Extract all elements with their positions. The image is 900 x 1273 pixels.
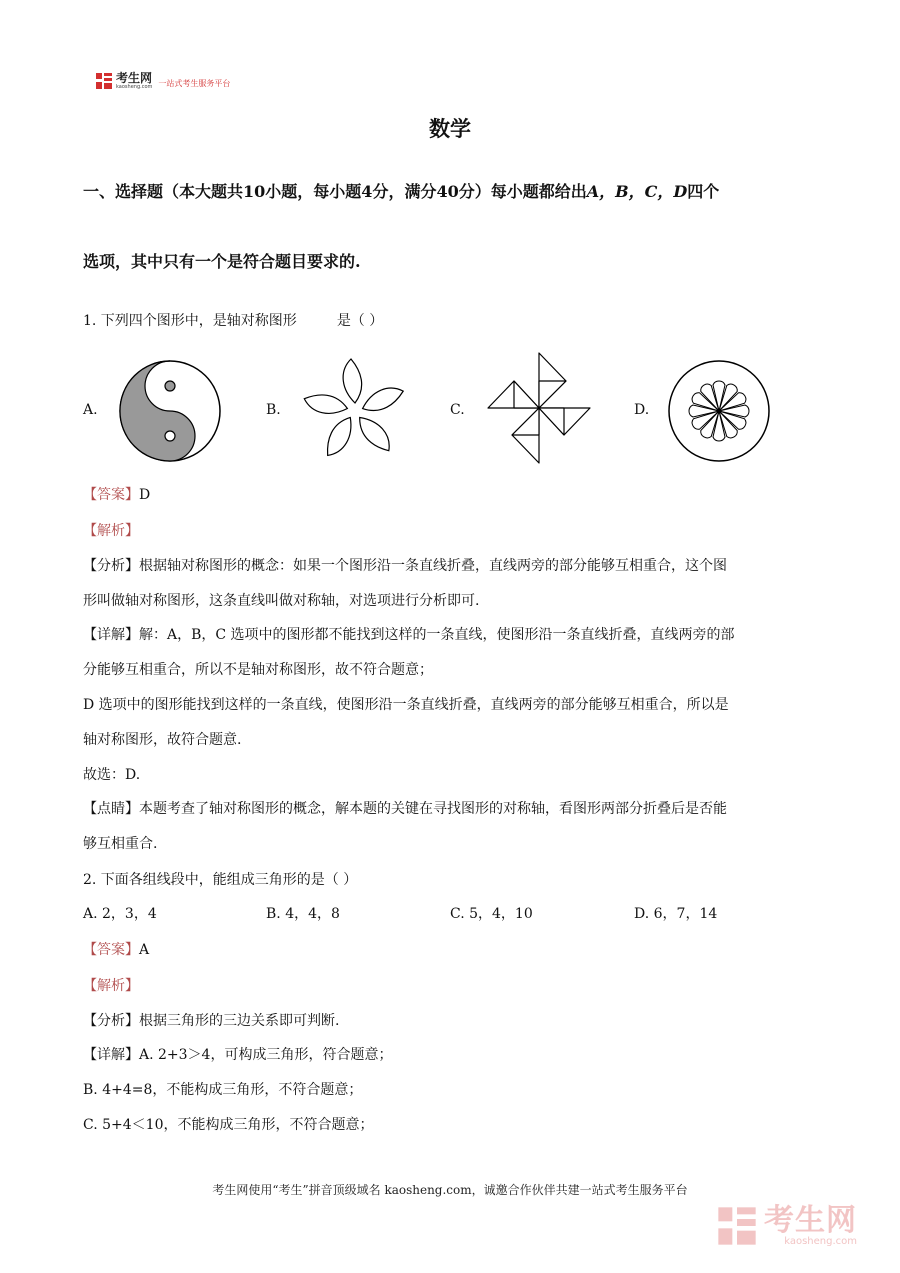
section-text-b: 10 <box>243 182 266 201</box>
kaosheng-logo-icon <box>95 72 113 90</box>
q1-line-0: 【分析】根据轴对称图形的概念：如果一个图形沿一条直线折叠，直线两旁的部分能够互相重合，这个图 <box>83 558 727 574</box>
q1-line-8: 够互相重合. <box>83 836 158 852</box>
q1-analysis-tag: 【解析】 <box>83 523 139 539</box>
q2-line-2: B. 4+4=8，不能构成三角形，不符合题意； <box>83 1082 363 1098</box>
q2-answer-value: A <box>139 942 150 958</box>
figure-a-yin-yang <box>118 359 222 463</box>
section-text-h: A，B，C，D <box>586 182 688 201</box>
figure-b-label: B. <box>266 402 281 418</box>
q1-stem-a: 1. 下列四个图形中，是轴对称图形 <box>83 313 297 329</box>
watermark-domain: kaosheng.com <box>784 1235 857 1247</box>
q1-stem <box>83 310 383 330</box>
section-text-a: 一、选择题（本大题共 <box>83 182 244 201</box>
page-title: 数学 <box>429 116 471 141</box>
q1-line-4: D 选项中的图形能找到这样的一条直线，使图形沿一条直线折叠，直线两旁的部分能够互相重合，所以是 <box>83 697 729 713</box>
q2-stem: 2. 下面各组线段中，能组成三角形的是（ ） <box>83 872 358 888</box>
section-text-f: 40 <box>436 182 459 201</box>
section-text-c: 小题，每小题 <box>265 182 362 201</box>
q1-answer-value: D <box>139 487 151 503</box>
q2-option-a: A. 2，3，4 <box>83 906 157 922</box>
figure-d-flower <box>667 359 771 463</box>
q2-analysis-tag: 【解析】 <box>83 978 139 994</box>
q2-line-1: 【详解】A. 2+3＞4，可构成三角形，符合题意； <box>83 1047 393 1063</box>
section-text-i: 四个 <box>687 182 720 201</box>
figure-a-label: A. <box>83 402 98 418</box>
q1-answer <box>83 484 150 504</box>
section-text-g: 分）每小题都给出 <box>458 182 587 201</box>
figure-b-leaves <box>300 357 410 465</box>
q2-line-3: C. 5+4＜10，不能构成三角形，不符合题意； <box>83 1117 374 1133</box>
q1-stem-b: 是（ ） <box>336 313 384 329</box>
figure-d-label: D. <box>634 402 650 418</box>
q2-option-c: C. 5，4，10 <box>450 906 533 922</box>
q1-line-5: 轴对称图形，故符合题意. <box>83 732 242 748</box>
q1-line-6: 故选：D. <box>83 767 141 783</box>
q1-line-1: 形叫做轴对称图形，这条直线叫做对称轴，对选项进行分析即可. <box>83 593 480 609</box>
q1-line-2: 【详解】解：A，B，C 选项中的图形都不能找到这样的一条直线，使图形沿一条直线折叠，直线两旁的部 <box>83 627 735 643</box>
q2-options <box>0 903 900 923</box>
q1-line-3: 分能够互相重合，所以不是轴对称图形，故不符合题意； <box>83 662 433 678</box>
q2-answer <box>83 939 149 959</box>
figure-c-pinwheel <box>486 351 592 465</box>
header-logo <box>95 72 230 90</box>
watermark-name: 考生网 <box>764 1202 857 1238</box>
section-heading-line2: 选项，其中只有一个是符合题目要求的. <box>83 252 361 271</box>
q1-line-7: 【点睛】本题考查了轴对称图形的概念，解本题的关键在寻找图形的对称轴，看图形两部分折叠后是否能 <box>83 801 727 817</box>
q2-answer-tag: 【答案】 <box>83 942 139 958</box>
section-heading-line1 <box>83 179 719 202</box>
q2-option-d: D. 6，7，14 <box>634 906 718 922</box>
watermark <box>716 1202 857 1247</box>
logo-name: 考生网 <box>116 71 153 85</box>
page-footer: 考生网使用“考生”拼音顶级域名 kaosheng.com，诚邀合作伙伴共建一站式考生服务平台 <box>212 1183 688 1197</box>
section-text-d: 4 <box>361 182 373 201</box>
section-text-e: 分，满分 <box>372 182 437 201</box>
q1-answer-tag: 【答案】 <box>83 487 139 503</box>
q2-line-0: 【分析】根据三角形的三边关系即可判断. <box>83 1013 340 1029</box>
figure-c-label: C. <box>450 402 465 418</box>
logo-domain: kaosheng.com <box>116 84 153 90</box>
watermark-logo-icon <box>716 1205 758 1247</box>
logo-slogan: 一站式考生服务平台 <box>158 78 231 88</box>
q2-option-b: B. 4，4，8 <box>266 906 340 922</box>
